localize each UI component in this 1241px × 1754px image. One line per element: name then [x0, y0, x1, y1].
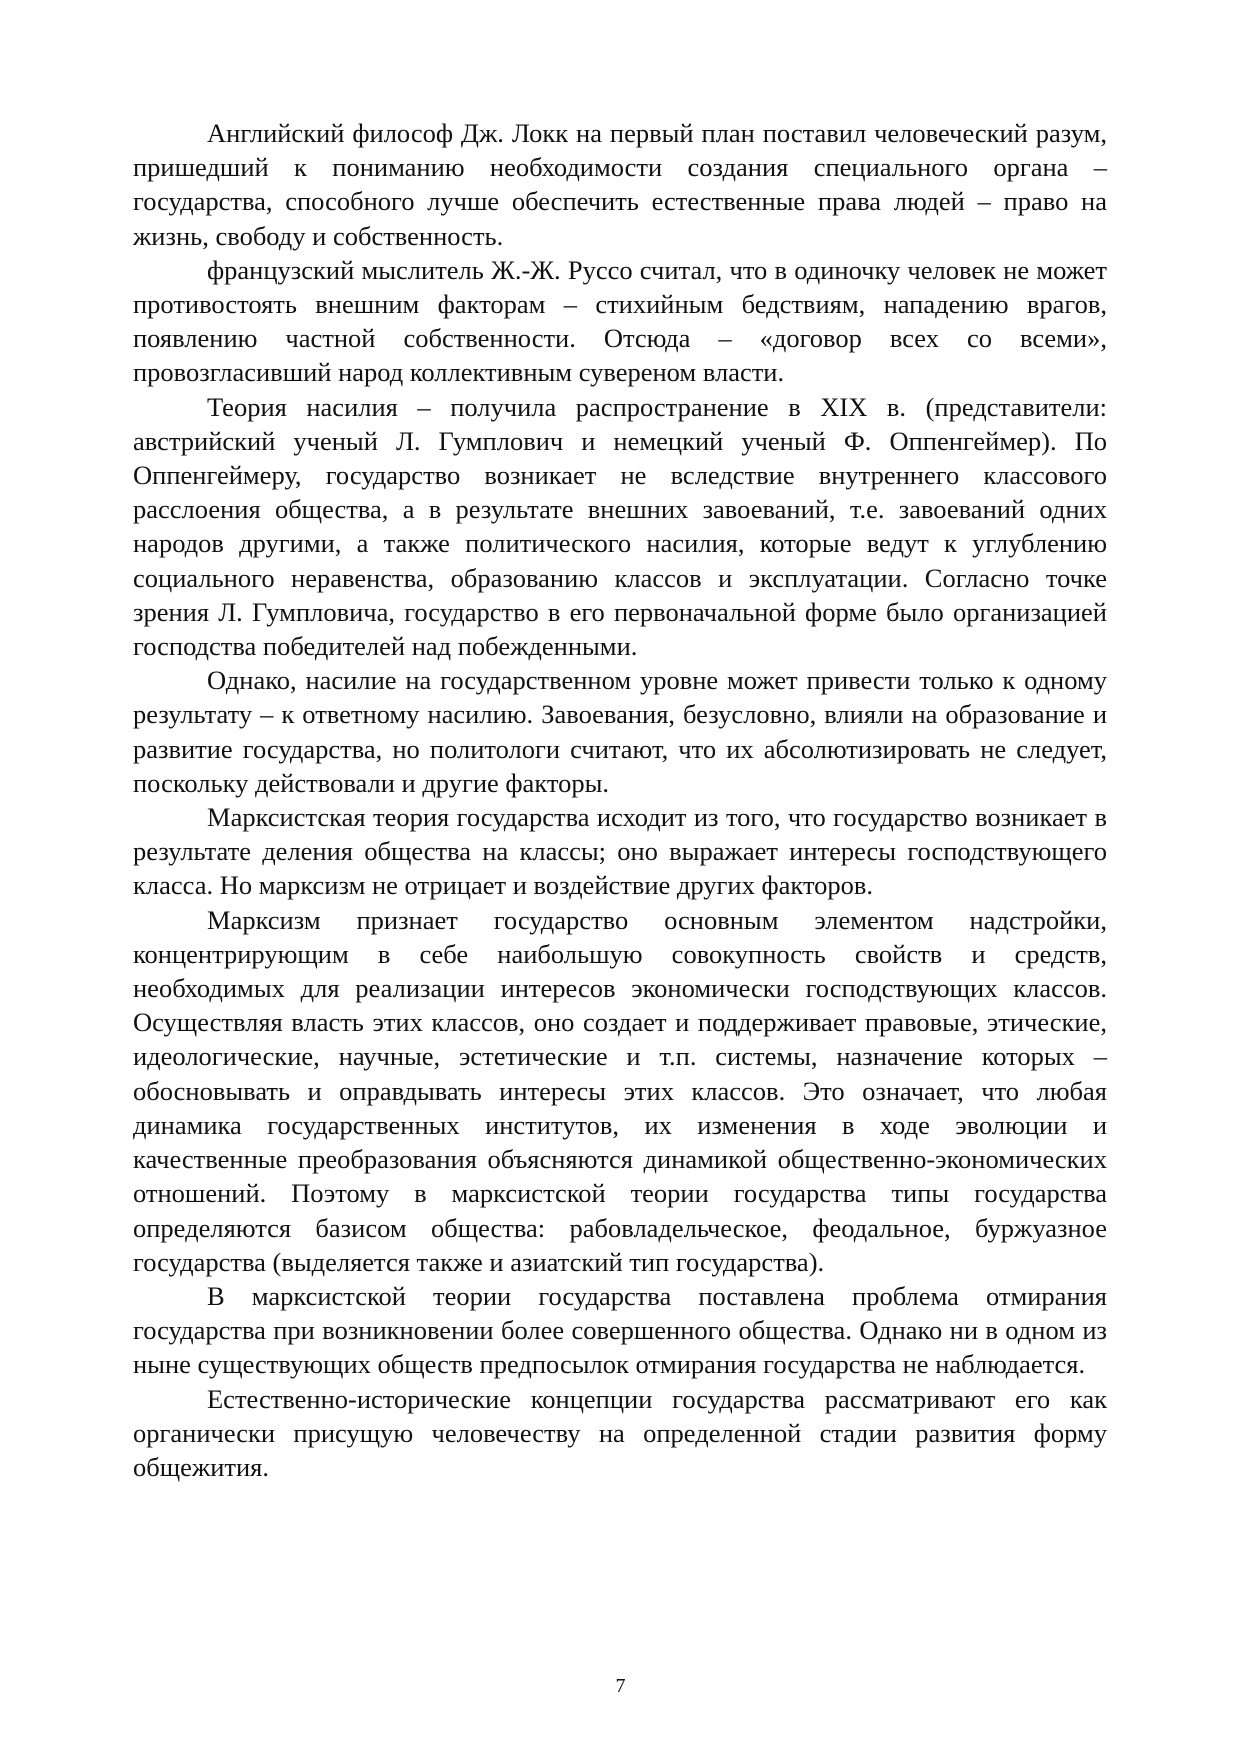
paragraph-natural-historical: Естественно-исторические концепции государства рассматривают его как органически присущую человечеству на определенной стадии развития форму общежития. — [133, 1383, 1107, 1482]
paragraph-withering-away: В марксистской теории государства поставлена проблема отмирания государства при возникновении более совершенного общества. Однако ни в одном из ныне существующих обществ предпосылок отмирания государства не наблюдается. — [133, 1280, 1107, 1380]
paragraph-violence-theory: Теория насилия – получила распространение в XIX в. (представители: австрийский ученый Л. Гумплович и немецкий ученый Ф. Оппенгеймер). По Оппенгеймеру, государство возникает не вследствие внутреннего классового расслоения общества, а в результате внешних завоеваний, т.е. завоеваний одних народов другими, а также политического насилия, которые ведут к углублению социального неравенства, образованию классов и эксплуатации. Согласно точке зрения Л. Гумпловича, государство в его первоначальной форме было организацией господства победителей над побежденными. — [133, 391, 1107, 662]
body-text — [133, 116, 1107, 1484]
paragraph-marxism-superstructure: Марксизм признает государство основным элементом надстройки, концентрирующим в себе наибольшую совокупность свойств и средств, необходимых для реализации интересов экономически господствующих классов. Осуществляя власть этих классов, оно создает и поддерживает правовые, этические, идеологические, научные, эстетические и т.п. системы, назначение которых – обосновывать и оправдывать интересы этих классов. Это означает, что любая динамика государственных институтов, их изменения в ходе эволюции и качественные преобразования объясняются динамикой общественно-экономических отношений. Поэтому в марксистской теории государства типы государства определяются базисом общества: рабовладельческое, феодальное, буржуазное государства (выделяется также и азиатский тип государства). — [133, 904, 1107, 1277]
paragraph-rousseau: французский мыслитель Ж.-Ж. Руссо считал, что в одиночку человек не может противостоять внешним факторам – стихийным бедствиям, нападению врагов, появлению частной собственности. Отсюда – «договор всех со всеми», провозгласивший народ коллективным сувереном власти. — [133, 254, 1107, 388]
paragraph-violence-critique: Однако, насилие на государственном уровне может привести только к одному результату – к ответному насилию. Завоевания, безусловно, влияли на образование и развитие государства, но политологи считают, что их абсолютизировать не следует, поскольку действовали и другие факторы. — [133, 665, 1107, 798]
page-number: 7 — [615, 1675, 626, 1697]
paragraph-locke: Английский философ Дж. Локк на первый план поставил человеческий разум, пришедший к пониманию необходимости создания специального органа – государства, способного лучше обеспечить естественные права людей – право на жизнь, свободу и собственность. — [133, 118, 1107, 251]
paragraph-marxist-theory: Марксистская теория государства исходит из того, что государство возникает в результате деления общества на классы; оно выражает интересы господствующего класса. Но марксизм не отрицает и воздействие других факторов. — [133, 802, 1107, 901]
